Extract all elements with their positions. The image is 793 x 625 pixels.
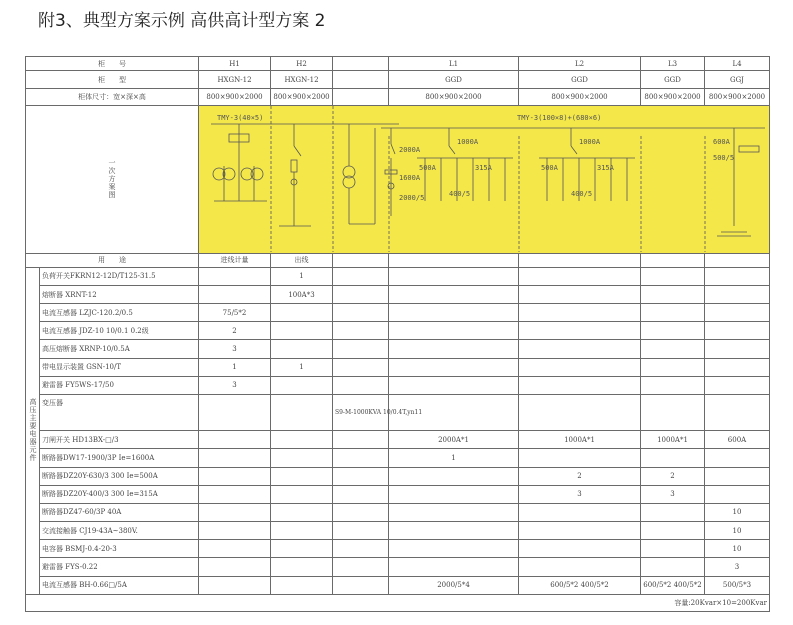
cell	[705, 485, 770, 503]
table-row	[26, 576, 770, 594]
cell	[271, 485, 333, 503]
cell: 10	[705, 522, 770, 540]
busbar-lv-text: TMY-3(100×8)+(680×6)	[517, 114, 602, 123]
l1-label-1: 1600A	[399, 174, 421, 183]
table-row	[26, 286, 770, 304]
row-name: 避雷器 FY5WS-17/50	[40, 376, 199, 394]
cell	[389, 467, 519, 485]
cell	[389, 286, 519, 304]
table-row	[26, 358, 770, 376]
cell	[271, 394, 333, 430]
components-side-cell	[26, 267, 40, 594]
cell	[519, 340, 641, 358]
cell: 10	[705, 503, 770, 521]
cell-size-l1: 800×900×2000	[389, 89, 519, 106]
cell-h1: H1	[199, 57, 271, 71]
cell	[389, 358, 519, 376]
cell	[641, 449, 705, 467]
single-line-diagram-svg	[199, 106, 770, 252]
cell	[333, 376, 389, 394]
cell	[641, 394, 705, 430]
l4-label-600a: 600A	[713, 138, 730, 147]
cell	[199, 522, 271, 540]
cell	[199, 558, 271, 576]
cell-size-l3: 800×900×2000	[641, 89, 705, 106]
cell	[641, 503, 705, 521]
cell	[333, 267, 389, 285]
cell: 2	[199, 322, 271, 340]
cell	[705, 358, 770, 376]
cell: 3	[519, 485, 641, 503]
cell	[389, 340, 519, 358]
cell	[333, 449, 389, 467]
l1-label-0: 2000A	[399, 146, 421, 155]
l3-label-500a: 500A	[541, 164, 558, 173]
cell	[333, 340, 389, 358]
table-row	[26, 503, 770, 521]
cell-size-tx	[333, 89, 389, 106]
row-cabinet-no	[26, 57, 770, 71]
diagram-row	[26, 106, 770, 253]
table-row	[26, 558, 770, 576]
l2-label-500a: 500A	[419, 164, 436, 173]
cell	[389, 304, 519, 322]
cell	[333, 467, 389, 485]
cell	[519, 558, 641, 576]
cell-l4: L4	[705, 57, 770, 71]
cell: 500/5*3	[705, 576, 770, 594]
cell-type-h1: HXGN-12	[199, 71, 271, 89]
table-row	[26, 322, 770, 340]
cell	[389, 558, 519, 576]
cell-h2: H2	[271, 57, 333, 71]
cell-type-h2: HXGN-12	[271, 71, 333, 89]
cell	[519, 449, 641, 467]
cell	[705, 394, 770, 430]
cell	[271, 304, 333, 322]
diagram-side-cell	[26, 106, 199, 253]
cell	[333, 485, 389, 503]
cell	[271, 431, 333, 449]
cell: 1000A*1	[519, 431, 641, 449]
cell	[519, 267, 641, 285]
cell	[641, 540, 705, 558]
cell	[519, 394, 641, 430]
cell	[333, 286, 389, 304]
cell: 1	[271, 267, 333, 285]
table-row	[26, 485, 770, 503]
cell: 3	[199, 376, 271, 394]
cell	[333, 503, 389, 521]
table-row	[26, 467, 770, 485]
row-name: 电流互感器 JDZ-10 10/0.1 0.2级	[40, 322, 199, 340]
cell	[199, 431, 271, 449]
row-name: 刀闸开关 HD13BX-□/3	[40, 431, 199, 449]
cell-type-l4: GGJ	[705, 71, 770, 89]
row-name: 电容器 BSMJ-0.4-20-3	[40, 540, 199, 558]
usage-label: 用 途	[26, 253, 199, 267]
cell	[389, 522, 519, 540]
row-cabinet-type	[26, 71, 770, 89]
cell	[705, 449, 770, 467]
cell	[333, 322, 389, 340]
cell	[199, 576, 271, 594]
cell-size-l2: 800×900×2000	[519, 89, 641, 106]
cell	[199, 449, 271, 467]
cell	[333, 576, 389, 594]
page-title: 附3、典型方案示例 高供高计型方案 2	[38, 11, 326, 31]
cell	[199, 485, 271, 503]
cell	[271, 540, 333, 558]
cell	[389, 503, 519, 521]
cell	[389, 485, 519, 503]
row-name: 负荷开关FKRN12-12D/T125-31.5	[40, 267, 199, 285]
table-row	[26, 304, 770, 322]
cell	[199, 540, 271, 558]
table-row	[26, 449, 770, 467]
usage-h1: 进线计量	[199, 253, 271, 267]
row-name: 高压熔断器 XRNP-10/0.5A	[40, 340, 199, 358]
cell	[641, 522, 705, 540]
cell	[199, 286, 271, 304]
cell	[641, 304, 705, 322]
cell	[519, 503, 641, 521]
cell	[271, 522, 333, 540]
cell: 75/5*2	[199, 304, 271, 322]
cell	[333, 522, 389, 540]
table-row	[26, 267, 770, 285]
row-name: 断路器DZ20Y-400/3 300 Ie=315A	[40, 485, 199, 503]
table-row	[26, 376, 770, 394]
single-line-diagram	[199, 106, 770, 253]
cell	[641, 322, 705, 340]
table-row	[26, 340, 770, 358]
cell-l2: L2	[519, 57, 641, 71]
cell	[519, 322, 641, 340]
cabinet-type-label: 柜 型	[26, 71, 199, 89]
table-row	[26, 394, 770, 430]
row-name: 带电显示装置 GSN-10/T	[40, 358, 199, 376]
usage-tx	[333, 253, 389, 267]
cell: 3	[641, 485, 705, 503]
cell-type-l1: GGD	[389, 71, 519, 89]
cell	[333, 558, 389, 576]
row-name: 熔断器 XRNT-12	[40, 286, 199, 304]
usage-l2	[519, 253, 641, 267]
table-row	[26, 522, 770, 540]
cell	[641, 286, 705, 304]
cell	[271, 340, 333, 358]
scheme-table	[25, 56, 770, 612]
cell	[271, 376, 333, 394]
cell: 2	[641, 467, 705, 485]
cell	[641, 340, 705, 358]
row-name: 变压器	[40, 394, 199, 430]
cell: 10	[705, 540, 770, 558]
cell	[271, 449, 333, 467]
cell	[333, 304, 389, 322]
cell	[705, 467, 770, 485]
cell	[519, 304, 641, 322]
row-name: 电流互感器 LZJC-120.2/0.5	[40, 304, 199, 322]
l4-label-ct: 500/5	[713, 154, 735, 163]
cell	[641, 376, 705, 394]
usage-l3	[641, 253, 705, 267]
cell: 2	[519, 467, 641, 485]
cell	[519, 286, 641, 304]
cell	[271, 558, 333, 576]
cell	[705, 304, 770, 322]
row-name: 断路器DW17-1900/3P Ie=1600A	[40, 449, 199, 467]
cell: 1000A*1	[641, 431, 705, 449]
cell-type-l2: GGD	[519, 71, 641, 89]
cell-type-l3: GGD	[641, 71, 705, 89]
busbar-hv-text: TMY-3(40×5)	[217, 114, 264, 123]
cell: 3	[705, 558, 770, 576]
cell: 600/5*2 400/5*2	[519, 576, 641, 594]
l1-label-2: 2000/5	[399, 194, 425, 203]
capacity-row	[26, 594, 770, 611]
cell: 3	[199, 340, 271, 358]
cell	[199, 394, 271, 430]
cell: 2000/5*4	[389, 576, 519, 594]
usage-h2: 出线	[271, 253, 333, 267]
cell	[271, 322, 333, 340]
cell	[641, 358, 705, 376]
cell	[389, 376, 519, 394]
cell	[705, 340, 770, 358]
usage-l4	[705, 253, 770, 267]
cell: 1	[389, 449, 519, 467]
cell	[519, 358, 641, 376]
cell-size-h2: 800×900×2000	[271, 89, 333, 106]
cell-type-tx	[333, 71, 389, 89]
cell	[199, 503, 271, 521]
l3-label-1000a: 1000A	[579, 138, 601, 147]
cell: 100A*3	[271, 286, 333, 304]
cell	[389, 540, 519, 558]
row-name: 交流接触器 CJ19-43A~380V.	[40, 522, 199, 540]
cell	[271, 467, 333, 485]
cell: 600A	[705, 431, 770, 449]
cell	[333, 540, 389, 558]
cell	[199, 267, 271, 285]
diagram-side-label: 一次方案图	[108, 158, 116, 199]
row-name: 避雷器 FYS-0.22	[40, 558, 199, 576]
l2-label-315a: 315A	[475, 164, 492, 173]
cell	[519, 540, 641, 558]
cell	[519, 376, 641, 394]
cell	[199, 467, 271, 485]
l2-label-ct: 400/5	[449, 190, 471, 199]
l3-label-315a: 315A	[597, 164, 614, 173]
cell	[641, 558, 705, 576]
cell	[519, 522, 641, 540]
cell-size-l4: 800×900×2000	[705, 89, 770, 106]
cell	[271, 576, 333, 594]
cell: 600/5*2 400/5*2	[641, 576, 705, 594]
l2-label-1000a: 1000A	[457, 138, 479, 147]
cell	[705, 322, 770, 340]
cell	[333, 431, 389, 449]
usage-l1	[389, 253, 519, 267]
cabinet-size-label: 柜体尺寸：宽×深×高	[26, 89, 199, 106]
cell: 1	[271, 358, 333, 376]
row-name: 断路器DZ47-60/3P 40A	[40, 503, 199, 521]
cell	[705, 267, 770, 285]
cell	[389, 322, 519, 340]
table-row	[26, 540, 770, 558]
cell	[271, 503, 333, 521]
row-name: 断路器DZ20Y-630/3 300 Ie=500A	[40, 467, 199, 485]
row-cabinet-size	[26, 89, 770, 106]
row-usage	[26, 253, 770, 267]
cell	[333, 358, 389, 376]
table-row	[26, 431, 770, 449]
transformer-spec-cell: S9-M-1000KVA 10/0.4T,yn11	[333, 394, 389, 430]
cell	[705, 376, 770, 394]
cell	[705, 286, 770, 304]
cell	[641, 267, 705, 285]
cabinet-no-label: 柜 号	[26, 57, 199, 71]
cell-size-h1: 800×900×2000	[199, 89, 271, 106]
row-name: 电流互感器 BH-0.66□/5A	[40, 576, 199, 594]
cell	[389, 267, 519, 285]
cell-l3: L3	[641, 57, 705, 71]
capacity-note: 容量:20Kvar×10=200Kvar	[26, 594, 770, 611]
cell: 1	[199, 358, 271, 376]
cell-tx	[333, 57, 389, 71]
l3-label-ct: 400/5	[571, 190, 593, 199]
cell-l1: L1	[389, 57, 519, 71]
cell: 2000A*1	[389, 431, 519, 449]
components-side-label: 高压主要电器元件	[29, 397, 37, 462]
